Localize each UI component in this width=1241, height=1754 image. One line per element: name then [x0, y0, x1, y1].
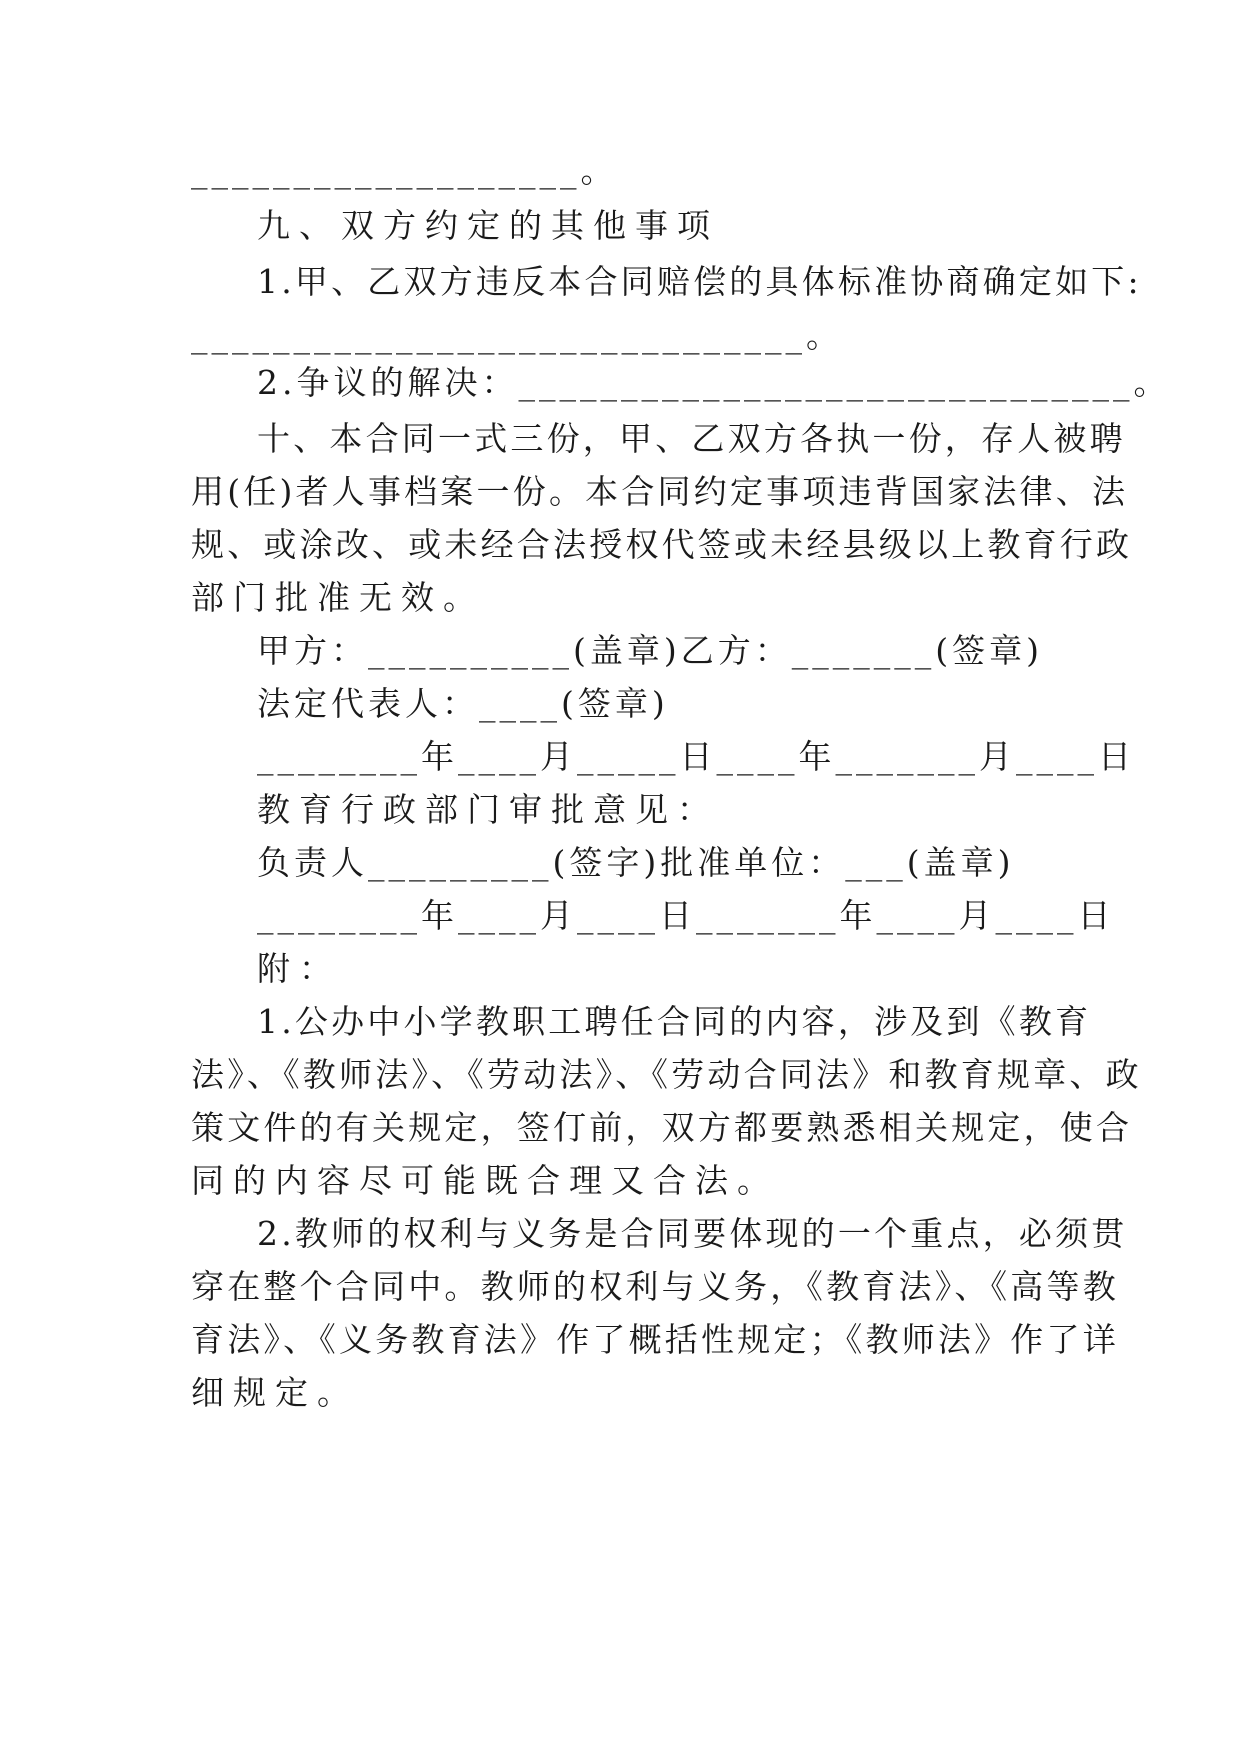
- section-9-heading: 九、双方约定的其他事项: [257, 206, 719, 245]
- clause-9-1: 1.甲、乙双方违反本合同赔偿的具体标准协商确定如下:: [257, 262, 1142, 301]
- appendix-1-line-1: 1.公办中小学教职工聘任合同的内容，涉及到《教育: [257, 1002, 1092, 1041]
- appendix-1-line-3: 策文件的有关规定，签仃前，双方都要熟悉相关规定，使合: [191, 1108, 1133, 1147]
- clause-9-1-blank: ______________________________。: [191, 316, 843, 355]
- appendix-1-line-4: 同的内容尽可能既合理又合法。: [191, 1161, 779, 1200]
- approval-date-line: ________年____月____日_______年____月____日: [257, 896, 1115, 935]
- section-10-line-3: 规、或涂改、或未经合法授权代签或未经县级以上教育行政: [191, 525, 1133, 564]
- approval-heading: 教育行政部门审批意见：: [257, 790, 719, 829]
- appendix-2-line-3: 育法》、《义务教育法》作了概括性规定；《教师法》作了详: [191, 1320, 1119, 1359]
- clause-9-2: 2.争议的解决：______________________________。: [257, 363, 1171, 402]
- appendix-heading: 附：: [257, 949, 341, 988]
- appendix-1-line-2: 法》、《教师法》、《劳动法》、《劳动合同法》和教育规章、政: [191, 1055, 1142, 1094]
- signature-legal-rep: 法定代表人：____(签章): [257, 684, 669, 723]
- section-10-line-1: 十、本合同一式三份，甲、乙双方各执一份，存人被聘: [257, 419, 1126, 458]
- signature-party-a-b: 甲方：__________(盖章)乙方：_______(签章): [257, 631, 1043, 670]
- blank-line-end: ___________________。: [191, 151, 618, 190]
- appendix-2-line-4: 细规定。: [191, 1373, 359, 1412]
- appendix-2-line-1: 2.教师的权利与义务是合同要体现的一个重点，必须贯: [257, 1214, 1128, 1253]
- appendix-2-line-2: 穿在整个合同中。教师的权利与义务，《教育法》、《高等教: [191, 1267, 1119, 1306]
- signature-date-line-1: ________年____月_____日____年_______月____日: [257, 737, 1135, 776]
- section-10-line-4: 部门批准无效。: [191, 578, 485, 617]
- section-10-line-2: 用(任)者人事档案一份。本合同约定事项违背国家法律、法: [191, 472, 1129, 511]
- approval-signature: 负责人_________(签字)批准单位：___(盖章): [257, 843, 1015, 882]
